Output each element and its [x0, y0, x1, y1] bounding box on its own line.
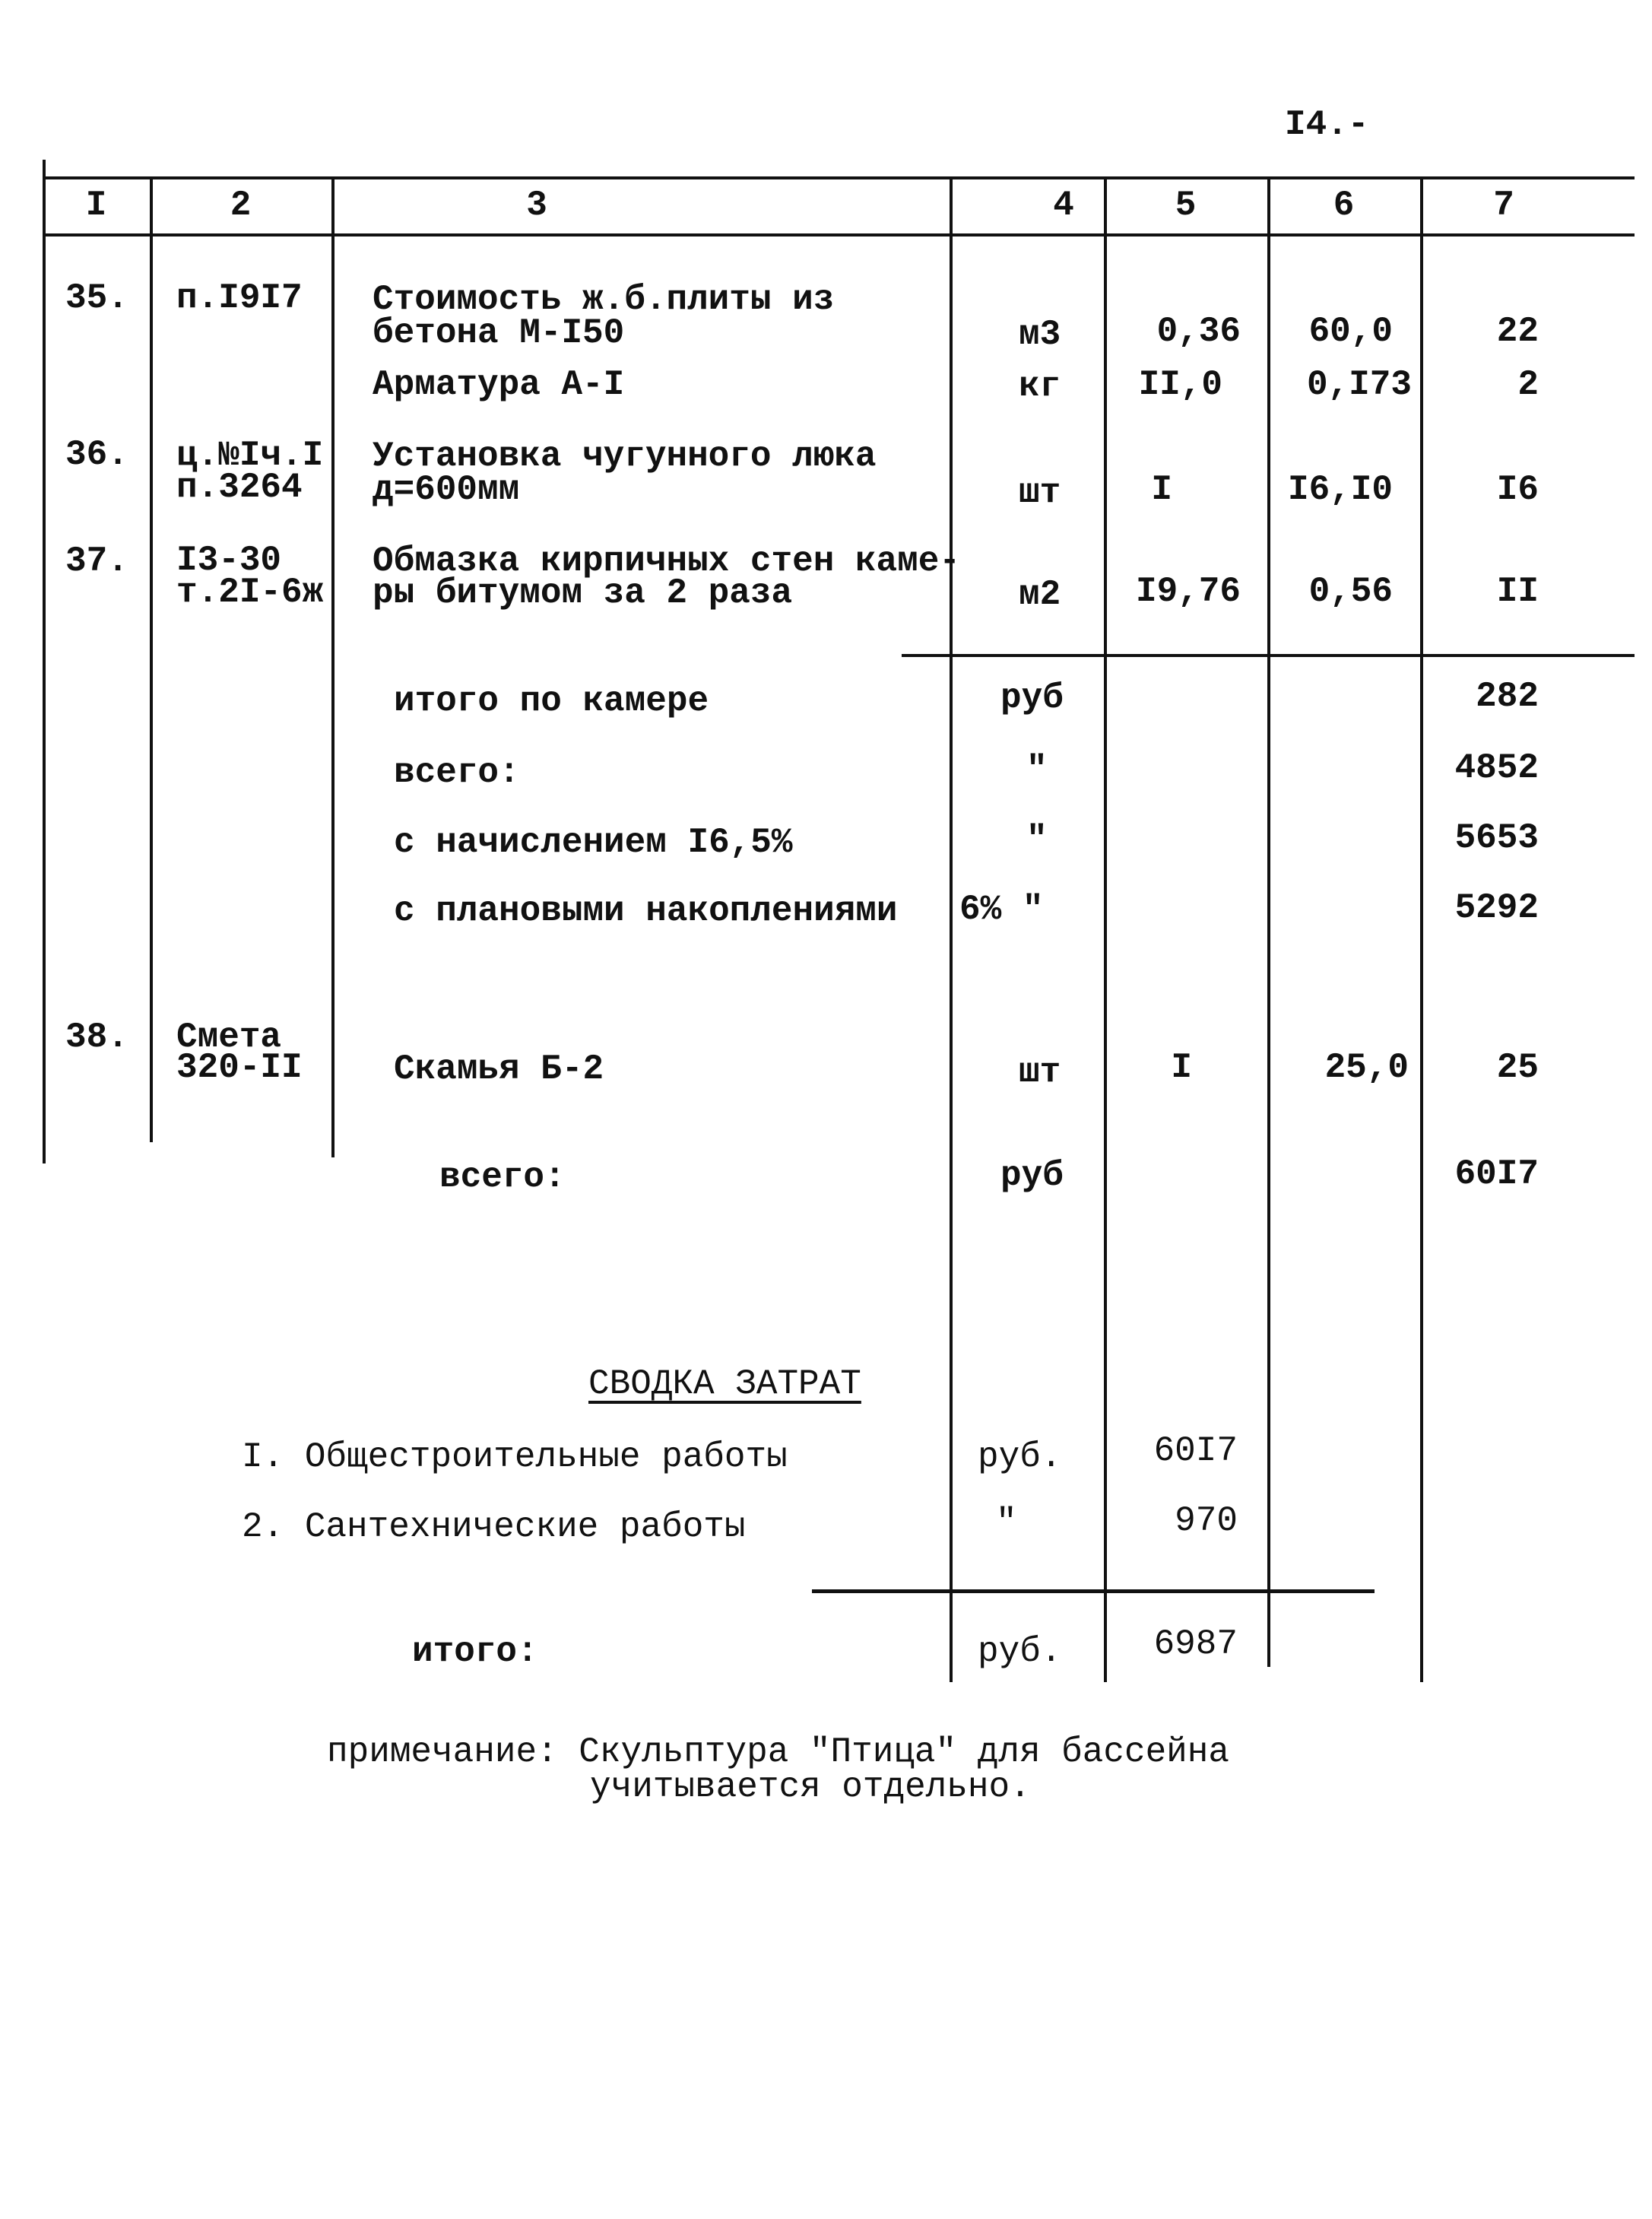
- row-price: 60,0: [1308, 312, 1393, 351]
- row-qty: I: [1151, 470, 1172, 510]
- row-unit: шт: [1019, 473, 1061, 513]
- row-desc: Стоимость ж.б.плиты из: [373, 280, 835, 319]
- subtotal-rule: [902, 654, 1635, 657]
- row-desc: Арматура А-I: [373, 365, 625, 405]
- summary-item-unit: ": [996, 1503, 1017, 1542]
- summary-total-unit: руб.: [978, 1632, 1062, 1671]
- subtotal-label: всего:: [394, 753, 520, 792]
- row-qty: I9,76: [1135, 572, 1241, 611]
- header-col-6: 6: [1333, 186, 1355, 225]
- summary-item-label: I. Общестроительные работы: [242, 1437, 788, 1477]
- row-ref: п.I9I7: [176, 278, 303, 318]
- row-total: I6: [1496, 470, 1539, 510]
- row-total: 22: [1496, 312, 1539, 351]
- subtotal-unit: ": [1026, 750, 1048, 789]
- row-ref: I3-30 т.2I-6ж: [176, 541, 324, 612]
- subtotal-unit: 6% ": [959, 890, 1044, 929]
- col-line: [1420, 176, 1423, 1682]
- row-qty: II,0: [1138, 365, 1222, 405]
- subtotal-unit: руб: [1000, 678, 1064, 718]
- row-number: 38.: [65, 1017, 128, 1057]
- row-desc: ры битумом за 2 раза: [373, 573, 793, 613]
- subtotal-value: 4852: [1454, 748, 1539, 788]
- subtotal-unit: ": [1026, 820, 1048, 859]
- row-price: I6,I0: [1287, 470, 1393, 510]
- row-ref: Смета 320-II: [176, 1017, 303, 1087]
- summary-item-unit: руб.: [978, 1437, 1062, 1477]
- subtotal-label: итого по камере: [394, 681, 709, 721]
- header-col-7: 7: [1493, 186, 1514, 225]
- header-col-3: 3: [526, 186, 547, 225]
- row-total: 25: [1496, 1048, 1539, 1087]
- row-unit: кг: [1019, 367, 1061, 406]
- row-total: II: [1496, 572, 1539, 611]
- col-line: [331, 176, 335, 1157]
- row-number: 36.: [65, 435, 128, 475]
- col-line: [950, 176, 953, 1682]
- row-number: 37.: [65, 541, 128, 581]
- row-qty: I: [1171, 1048, 1192, 1087]
- row-desc: д=600мм: [373, 470, 520, 510]
- subtotal-label: с плановыми накоплениями: [394, 891, 898, 931]
- page-number: I4.-: [1285, 105, 1369, 144]
- subtotal-value: 5653: [1454, 818, 1539, 858]
- summary-title: СВОДКА ЗАТРАТ: [588, 1364, 861, 1404]
- summary-total-rule: [812, 1589, 1375, 1593]
- grand-total-unit: руб: [1000, 1156, 1064, 1195]
- summary-item-label: 2. Сантехнические работы: [242, 1507, 746, 1547]
- grand-total-value: 60I7: [1454, 1154, 1539, 1194]
- note-line: примечание: Скульптура "Птица" для бассейна: [327, 1732, 1229, 1772]
- col-line: [43, 160, 46, 1163]
- row-total: 2: [1517, 365, 1539, 405]
- row-number: 35.: [65, 278, 128, 318]
- row-desc: Установка чугунного люка: [373, 436, 877, 476]
- header-col-2: 2: [230, 186, 252, 225]
- summary-item-value: 60I7: [1153, 1431, 1238, 1471]
- summary-item-value: 970: [1175, 1501, 1238, 1541]
- note-line: учитывается отдельно.: [590, 1767, 1031, 1807]
- header-col-1: I: [85, 186, 107, 225]
- row-price: 0,I73: [1306, 365, 1412, 405]
- row-unit: м2: [1019, 575, 1061, 614]
- header-col-4: 4: [1053, 186, 1074, 225]
- row-desc: Обмазка кирпичных стен каме-: [373, 541, 960, 581]
- header-col-5: 5: [1175, 186, 1197, 225]
- row-unit: м3: [1019, 315, 1061, 354]
- header-bottom-rule: [43, 233, 1635, 237]
- row-desc: бетона М-I50: [373, 313, 625, 353]
- summary-total-label: итого:: [412, 1632, 538, 1671]
- summary-total-value: 6987: [1153, 1624, 1238, 1664]
- row-unit: шт: [1019, 1052, 1061, 1092]
- col-line: [150, 176, 153, 1142]
- table-top-rule: [43, 176, 1635, 179]
- row-price: 25,0: [1324, 1048, 1409, 1087]
- grand-total-label: всего:: [439, 1157, 566, 1197]
- row-desc: Скамья Б-2: [394, 1049, 604, 1089]
- subtotal-value: 282: [1476, 677, 1539, 716]
- row-price: 0,56: [1308, 572, 1393, 611]
- row-ref: ц.№Iч.I п.3264: [176, 436, 324, 507]
- subtotal-label: с начислением I6,5%: [394, 823, 793, 862]
- subtotal-value: 5292: [1454, 888, 1539, 928]
- row-qty: 0,36: [1156, 312, 1241, 351]
